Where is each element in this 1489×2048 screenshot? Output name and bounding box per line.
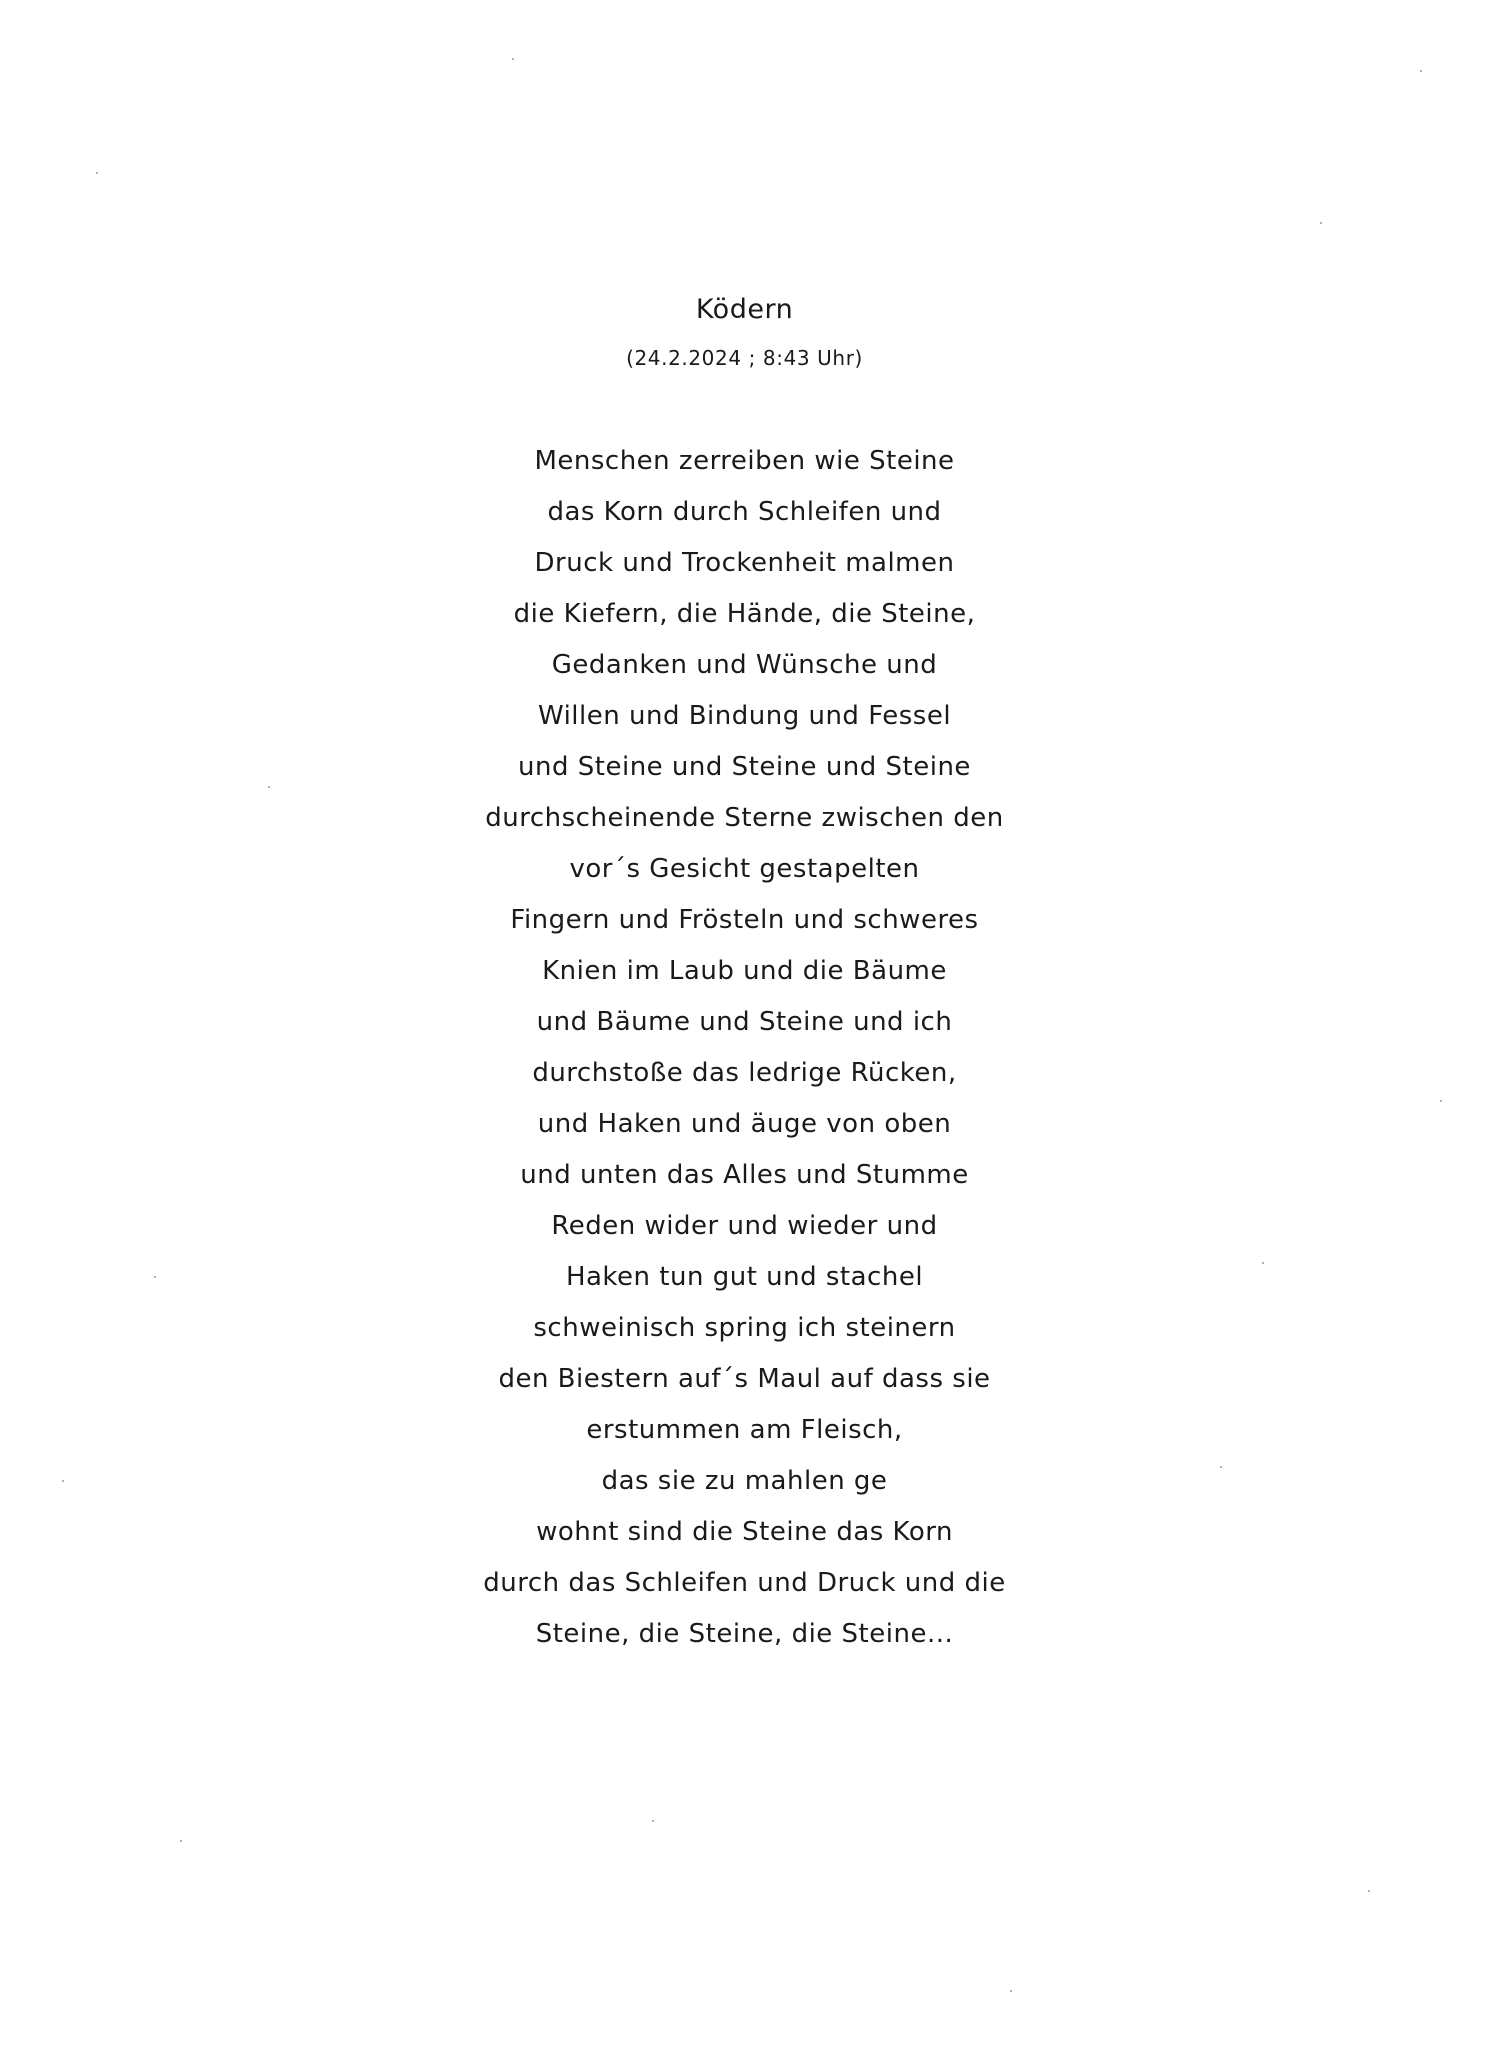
- scan-speck: [652, 1820, 654, 1822]
- scan-speck: [1010, 1990, 1012, 1992]
- poem-line: Fingern und Frösteln und schweres: [510, 905, 979, 935]
- poem-line: den Biestern auf´s Maul auf dass sie: [498, 1364, 991, 1394]
- poem-title: Ködern: [695, 294, 794, 325]
- poem-line: Steine, die Steine, die Steine...: [535, 1619, 954, 1649]
- scan-speck: [268, 786, 270, 788]
- poem-line: erstummen am Fleisch,: [586, 1415, 903, 1445]
- poem-body: [0, 436, 1489, 1660]
- poem-line: schweinisch spring ich steinern: [533, 1313, 956, 1343]
- poem-line: und Bäume und Steine und ich: [536, 1007, 953, 1037]
- scan-speck: [96, 172, 98, 174]
- poem-line: und Haken und äuge von oben: [537, 1109, 952, 1139]
- scan-speck: [154, 1276, 156, 1278]
- poem-line: Reden wider und wieder und: [551, 1211, 938, 1241]
- poem-line: Knien im Laub und die Bäume: [542, 956, 947, 986]
- poem-line: durchscheinende Sterne zwischen den: [485, 803, 1004, 833]
- scan-speck: [1440, 1100, 1442, 1102]
- poem-line: Willen und Bindung und Fessel: [537, 701, 952, 731]
- scan-speck: [180, 1840, 182, 1842]
- poem-line: Druck und Trockenheit malmen: [534, 548, 955, 578]
- poem-line: und unten das Alles und Stumme: [520, 1160, 969, 1190]
- poem-line: durch das Schleifen und Druck und die: [483, 1568, 1006, 1598]
- poem-line: durchstoße das ledrige Rücken,: [532, 1058, 957, 1088]
- poem-line: Haken tun gut und stachel: [565, 1262, 924, 1292]
- poem-line: das sie zu mahlen ge: [601, 1466, 888, 1496]
- poem-date: (24.2.2024 ; 8:43 Uhr): [626, 346, 863, 370]
- poem-line: wohnt sind die Steine das Korn: [536, 1517, 953, 1547]
- scan-speck: [1420, 70, 1422, 72]
- scan-speck: [62, 1480, 64, 1482]
- poem-line: das Korn durch Schleifen und: [547, 497, 942, 527]
- scan-speck: [1262, 1262, 1264, 1264]
- scan-speck: [1368, 1890, 1370, 1892]
- poem-line: die Kiefern, die Hände, die Steine,: [513, 599, 976, 629]
- poem-line: Menschen zerreiben wie Steine: [534, 446, 955, 476]
- scan-speck: [512, 58, 514, 60]
- poem-line: vor´s Gesicht gestapelten: [569, 854, 920, 884]
- scan-speck: [1220, 1466, 1222, 1468]
- poem-line: und Steine und Steine und Steine: [518, 752, 971, 782]
- scan-speck: [1320, 222, 1322, 224]
- poem-line: Gedanken und Wünsche und: [551, 650, 938, 680]
